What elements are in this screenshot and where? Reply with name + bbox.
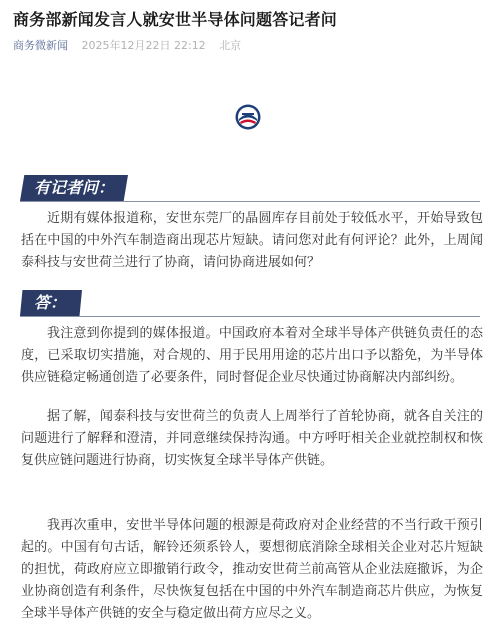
article-title: 商务部新闻发言人就安世半导体问题答记者问 bbox=[13, 10, 338, 29]
answer-label: 答： bbox=[34, 293, 67, 312]
source-account-link[interactable]: 商务微新闻 bbox=[13, 39, 68, 52]
question-label: 有记者问： bbox=[34, 178, 115, 197]
publish-date: 2025年12月22日 22:12 bbox=[81, 39, 206, 52]
mofcom-emblem-icon bbox=[235, 104, 261, 130]
article-meta bbox=[13, 39, 493, 53]
question-divider bbox=[20, 201, 480, 202]
answer-label-badge bbox=[20, 290, 82, 316]
answer-paragraph: 据了解，闻泰科技与安世荷兰的负责人上周举行了首轮协商，就各自关注的问题进行了解释和澄清，并同意继续保持沟通。中方呼吁相关企业就控制权和恢复供应链问题进行协商，切实恢复全球半导体产供链。 bbox=[21, 409, 483, 468]
answer-paragraph: 我注意到你提到的媒体报道。中国政府本着对全球半导体产供链负责任的态度，已采取切实措施，对合规的、用于民用用途的芯片出口予以豁免，为半导体供应链稳定畅通创造了必要条件，同时督促企业尽快通过协商解决内部纠纷。 bbox=[21, 326, 483, 385]
answer-divider bbox=[20, 316, 480, 317]
question-text: 近期有媒体报道称，安世东莞厂的晶圆库存目前处于较低水平，开始导致包括在中国的中外汽车制造商出现芯片短缺。请问您对此有何评论？此外，上周闻泰科技与安世荷兰进行了协商，请问协商进展如何？ bbox=[21, 211, 483, 270]
publish-location: 北京 bbox=[219, 39, 242, 52]
answer-paragraph: 我再次重申，安世半导体问题的根源是荷政府对企业经营的不当行政干预引起的。中国有句古话，解铃还须系铃人，要想彻底消除全球相关企业对芯片短缺的担忧，荷政府应立即撤销行政令，推动安世荷兰前高管从企业法庭撤诉，为企业协商创造有利条件，尽快恢复包括在中国的中外汽车制造商芯片供应，为恢复全球半导体产供链的安全与稳定做出荷方应尽之义。 bbox=[21, 518, 483, 621]
question-label-badge bbox=[20, 175, 128, 201]
